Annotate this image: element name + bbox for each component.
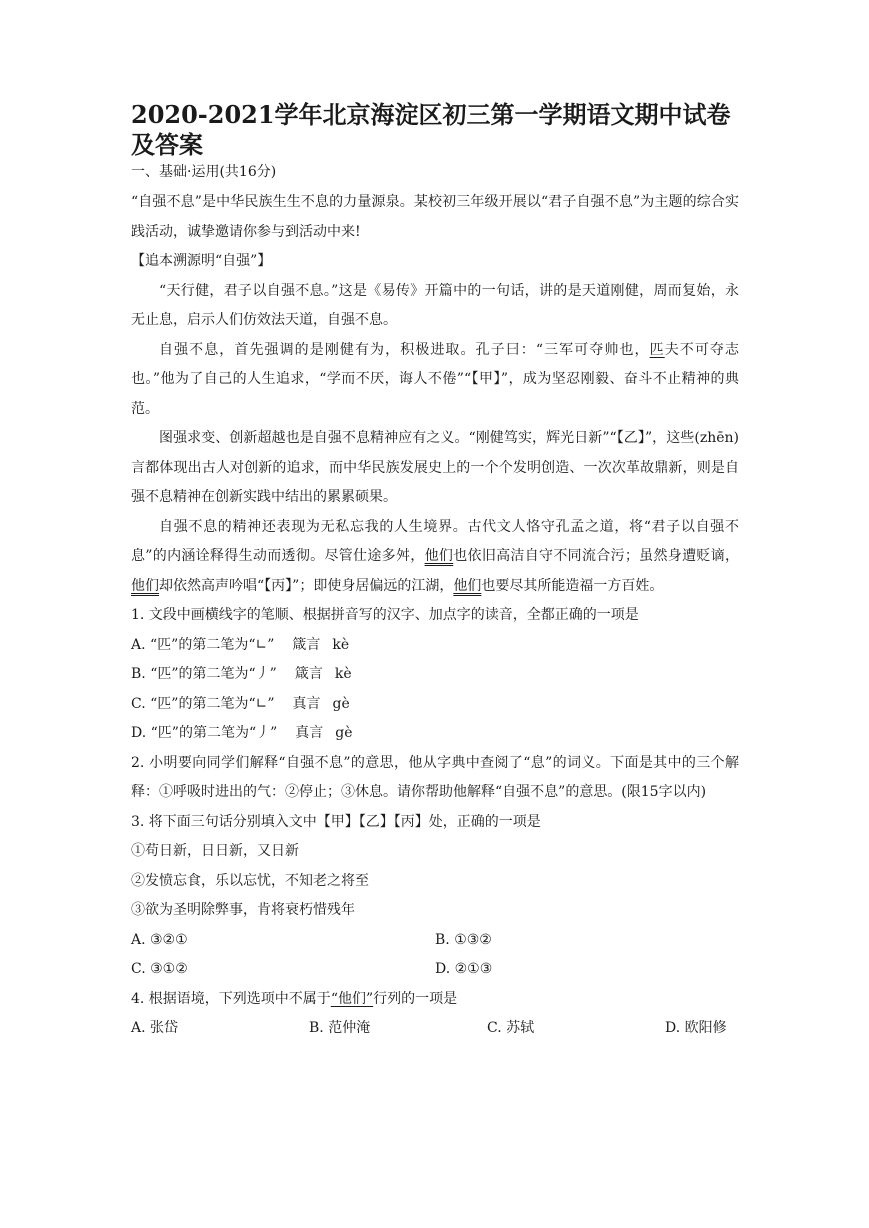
question-3-option-a: A. ③②① [131, 931, 188, 948]
question-1-option-a: A. “匹”的第二笔为“∟” 箴言 kè [131, 636, 350, 653]
question-3-item-3: ③欲为圣明除弊事，肯将衰朽惜残年 [131, 902, 355, 918]
question-1-option-b: B. “匹”的第二笔为“丿” 箴言 kè [131, 666, 352, 682]
question-2: 2. 小明要向同学们解释“自强不息”的意思，他从字典中查阅了“息”的词义。下面是其中的三个解释：①呼吸时进出的气：②停止；③休息。请你帮助他解释“自强不息”的意思。(限15字以内) [131, 754, 739, 800]
question-3-item-2: ②发愤忘食，乐以忘忧，不知老之将至 [131, 872, 369, 889]
question-4-option-d: D. 欧阳修 [665, 1020, 727, 1036]
question-3-stem: 3. 将下面三句话分别填入文中【甲】【乙】【丙】处，正确的一项是 [131, 813, 541, 830]
question-4-option-c: C. 苏轼 [487, 1020, 535, 1036]
question-3-option-d: D. ②①③ [435, 961, 493, 977]
paragraph-1: “天行健，君子以自强不息。”这是《易传》开篇中的一句话，讲的是天道刚健，周而复始，永无止息，启示人们仿效法天道，自强不息。 [131, 282, 739, 328]
question-1-option-d: D. “匹”的第二笔为“丿” 真言 gè [131, 725, 353, 741]
section-heading: 一、基础·运用(共16分) [131, 164, 277, 180]
question-3-item-1: ①苟日新，日日新，又日新 [131, 843, 299, 859]
paragraph-2-part-a: 自强不息，首先强调的是刚健有为，积极进取。孔子曰：“三军可夺帅也， [159, 341, 650, 358]
underlined-term-tamen: “他们” [330, 990, 374, 1007]
question-3-option-b: B. ①③② [435, 931, 492, 948]
paragraph-3: 图强求变、创新超越也是自强不息精神应有之义。“刚健笃实，辉光日新”“【乙】”，这些(zhēn)言都体现出古人对创新的追求，而中华民族发展史上的一个个发明创造、一次次革故鼎新，则是自强不息精神在创新实践中结出的累累硕果。 [131, 430, 739, 505]
document-title: 2020-2021学年北京海淀区初三第一学期语文期中试卷及答案 [131, 100, 731, 159]
question-4-stem: 4. 根据语境，下列选项中不属于“他们”行列的一项是 [131, 990, 458, 1007]
intro-paragraph: “自强不息”是中华民族生生不息的力量源泉。某校初三年级开展以“君子自强不息”为主题的综合实践活动，诚挚邀请你参与到活动中来! [131, 194, 739, 240]
paragraph-2 [131, 336, 739, 425]
question-3-options-row-1 [131, 926, 739, 956]
paragraph-4-part-b: 也依旧高洁自守不同流合污；虽然身遭贬谪， [453, 548, 740, 564]
question-4-options [131, 1014, 739, 1044]
question-4-option-a: A. 张岱 [131, 1020, 179, 1036]
term-tamen-3: 他们 [453, 577, 482, 594]
document-page [131, 100, 739, 1044]
question-1-option-c: C. “匹”的第二笔为“∟” 真言 gè [131, 695, 350, 712]
paragraph-4-part-d: 也要尽其所能造福一方百姓。 [481, 577, 664, 594]
question-1-stem: 1. 文段中画横线字的笔顺、根据拼音写的汉字、加点字的读音，全都正确的一项是 [131, 607, 639, 623]
term-tamen-2: 他们 [131, 577, 159, 594]
paragraph-4-part-c: 却依然高声吟唱“【丙】”；即使身居偏远的江湖， [159, 577, 454, 594]
question-3-option-c: C. ③①② [131, 961, 188, 977]
paragraph-4-part-a: 自强不息的精神还表现为无私忘我的人生境界。古代文人恪守孔孟之道，将“君子以自强不息”的内涵诠释得生动而透彻。尽管仕途多舛， [131, 518, 739, 564]
paragraph-4 [131, 513, 739, 602]
term-tamen-1: 他们 [424, 548, 454, 564]
paragraph-2-part-b: 夫不可夺志也。”他为了自己的人生追求，“学而不厌，诲人不倦”“【甲】”，成为坚忍刚毅、奋斗不止精神的典范。 [131, 341, 740, 417]
question-4-option-b: B. 范仲淹 [309, 1020, 371, 1036]
underlined-char-pi: 匹 [649, 341, 665, 358]
subheading: 【追本溯源明“自强”】 [131, 253, 272, 269]
question-3-options-row-2 [131, 955, 739, 985]
